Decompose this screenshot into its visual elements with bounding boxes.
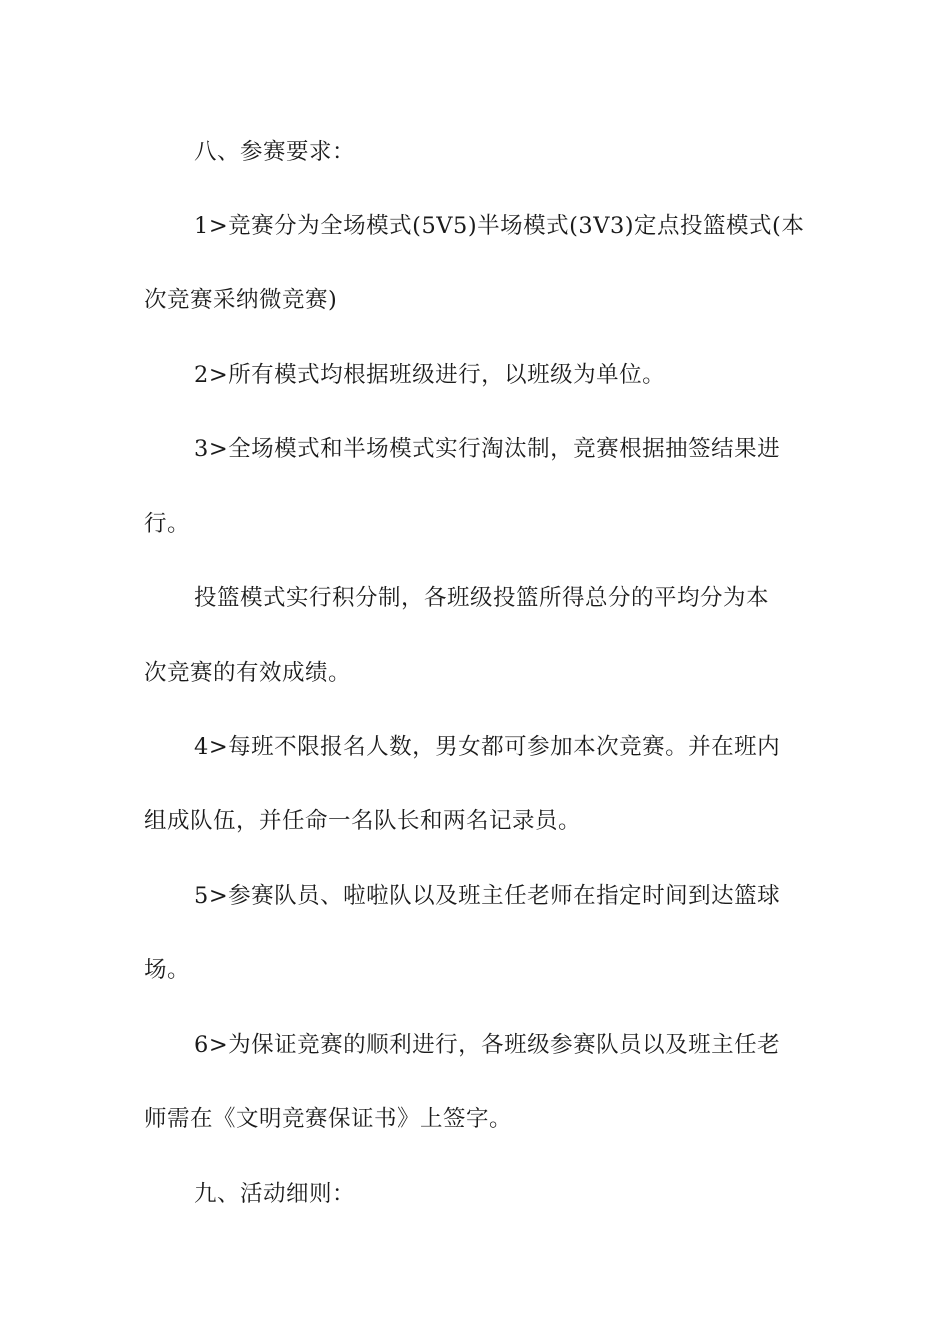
paragraph-line: 场。 [144, 957, 191, 983]
paragraph-line: 次竞赛的有效成绩。 [144, 660, 352, 686]
paragraph-line: 次竞赛采纳微竞赛) [144, 287, 338, 313]
paragraph-line: 组成队伍，并任命一名队长和两名记录员。 [144, 808, 582, 834]
paragraph-line: 投篮模式实行积分制，各班级投篮所得总分的平均分为本 [194, 585, 770, 611]
section-heading-8: 八、参赛要求： [194, 139, 356, 165]
paragraph-line: 5>参赛队员、啦啦队以及班主任老师在指定时间到达篮球 [194, 883, 781, 909]
paragraph-line: 6>为保证竞赛的顺利进行，各班级参赛队员以及班主任老 [194, 1032, 781, 1058]
paragraph-line: 行。 [144, 511, 191, 537]
paragraph-line: 1>竞赛分为全场模式(5V5)半场模式(3V3)定点投篮模式(本 [194, 213, 805, 239]
paragraph-line: 师需在《文明竞赛保证书》上签字。 [144, 1106, 513, 1132]
paragraph-line: 2>所有模式均根据班级进行，以班级为单位。 [194, 362, 666, 388]
section-heading-9: 九、活动细则： [194, 1181, 356, 1207]
paragraph-line: 4>每班不限报名人数，男女都可参加本次竞赛。并在班内 [194, 734, 781, 760]
paragraph-line: 3>全场模式和半场模式实行淘汰制，竞赛根据抽签结果进 [194, 436, 781, 462]
